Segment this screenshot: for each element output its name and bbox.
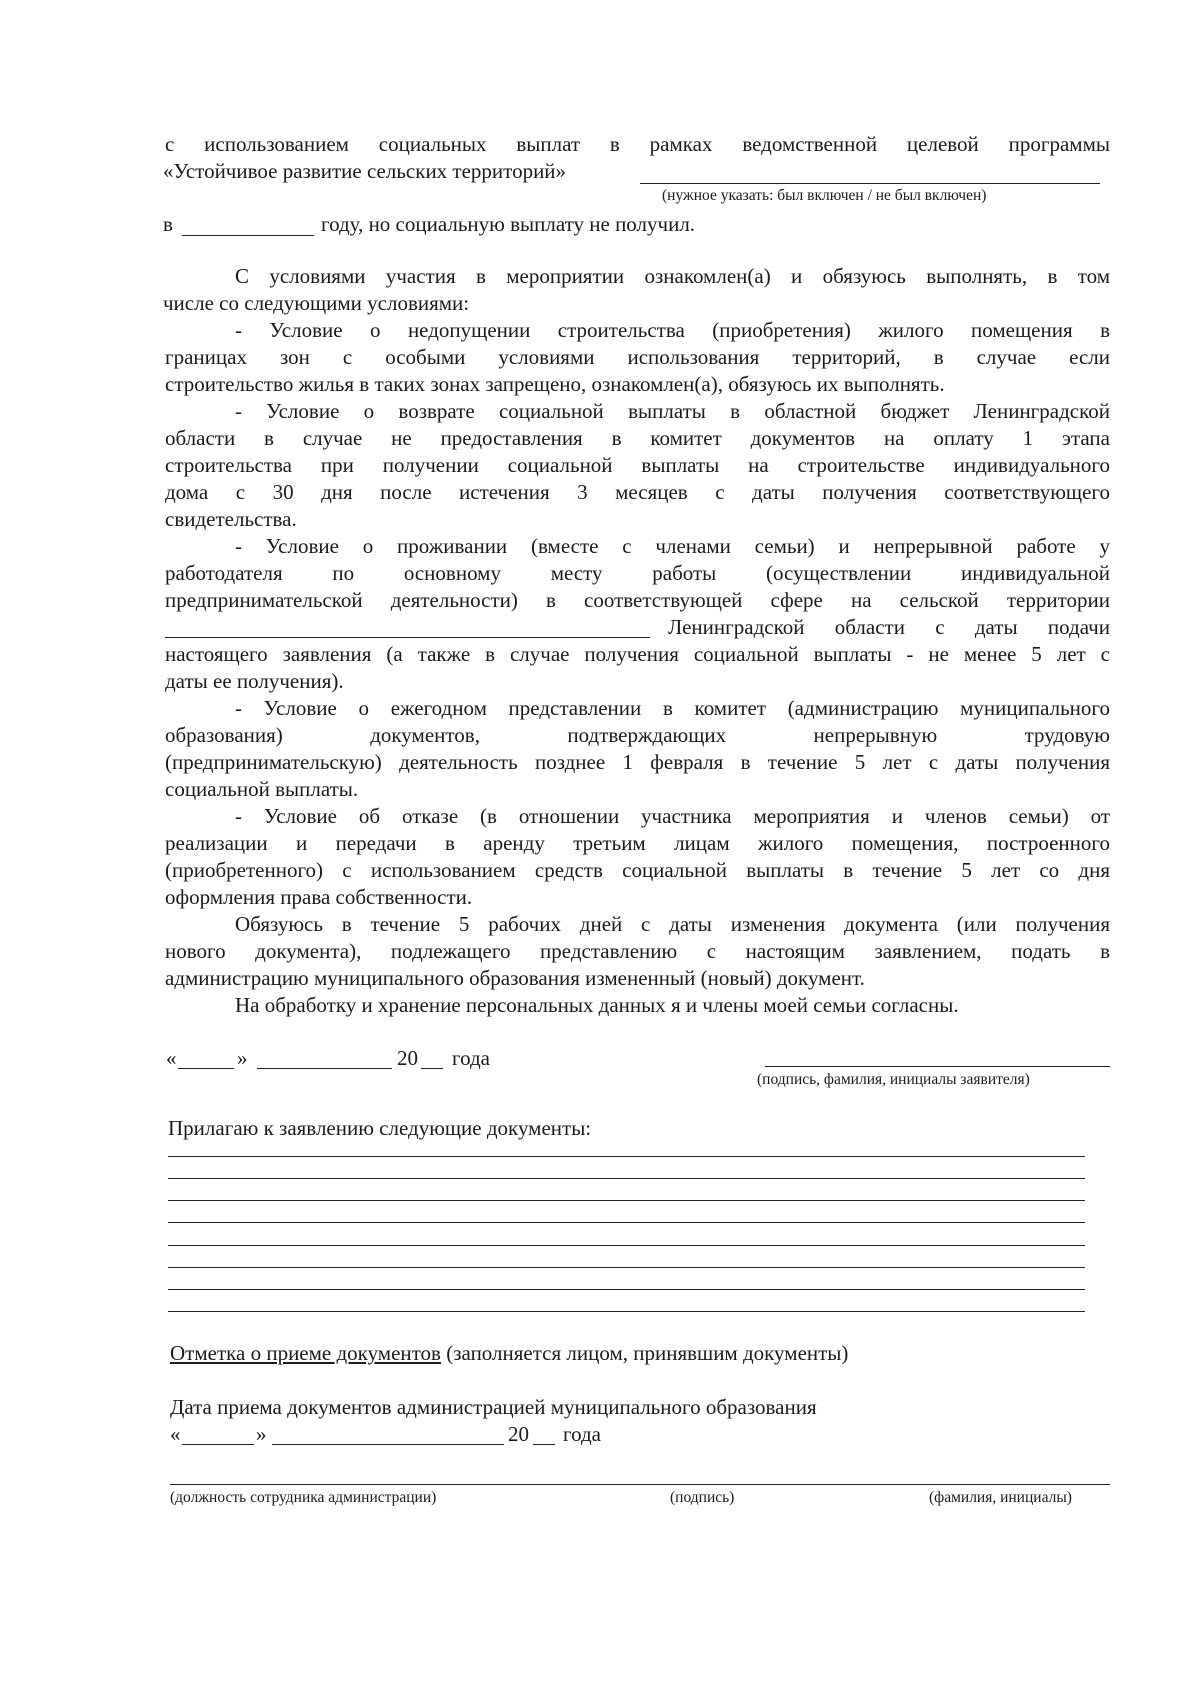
reception-title-note: (заполняется лицом, принявшим документы) bbox=[446, 1341, 849, 1365]
attachment-line-5[interactable] bbox=[168, 1245, 1085, 1246]
condition-4-line-4: социальной выплаты. bbox=[165, 777, 359, 801]
conditions-intro-1: С условиями участия в мероприятии ознакомлен(а) и обязуюсь выполнять, в том bbox=[235, 264, 1110, 288]
attachment-line-4[interactable] bbox=[168, 1222, 1085, 1223]
sign-year-suffix: года bbox=[452, 1046, 490, 1070]
conditions-intro-2: числе со следующими условиями: bbox=[163, 291, 470, 315]
reception-mark-line bbox=[170, 1340, 848, 1367]
territory-blank[interactable] bbox=[165, 637, 650, 638]
consent-line: На обработку и хранение персональных данных я и члены моей семьи согласны. bbox=[235, 993, 959, 1017]
condition-3-line-3: предпринимательской деятельности) в соответствующей сфере на сельской территории bbox=[165, 588, 1110, 612]
caption-position: (должность сотрудника администрации) bbox=[170, 1489, 437, 1506]
condition-5-line-2: реализации и передачи в аренду третьим лицам жилого помещения, построенного bbox=[165, 831, 1110, 855]
year-suffix: году, но социальную выплату не получил. bbox=[321, 212, 696, 236]
condition-2-line-2: области в случае не предоставления в комитет документов на оплату 1 этапа bbox=[165, 426, 1110, 450]
condition-3-line-2: работодателя по основному месту работы (осуществлении индивидуальной bbox=[165, 561, 1110, 585]
inclusion-hint: (нужное указать: был включен / не был включен) bbox=[662, 187, 987, 204]
condition-2-line-3: строительства при получении социальной выплаты на строительстве индивидуального bbox=[165, 453, 1110, 477]
condition-3-line-5: настоящего заявления (а также в случае получения социальной выплаты - не менее 5 лет с bbox=[165, 642, 1110, 666]
condition-5-line-1: - Условие об отказе (в отношении участника мероприятия и членов семьи) от bbox=[235, 804, 1110, 828]
condition-2-line-1: - Условие о возврате социальной выплаты в областной бюджет Ленинградской bbox=[235, 399, 1110, 423]
condition-1-line-1: - Условие о недопущении строительства (приобретения) жилого помещения в bbox=[235, 318, 1110, 342]
sign-day-blank[interactable] bbox=[178, 1068, 234, 1069]
sign-month-blank[interactable] bbox=[257, 1068, 392, 1069]
condition-4-line-2: образования) документов, подтверждающих непрерывную трудовую bbox=[165, 723, 1110, 747]
obligation-line-2: нового документа), подлежащего представлению с настоящим заявлением, подать в bbox=[165, 939, 1110, 963]
reception-month-blank[interactable] bbox=[272, 1444, 504, 1445]
attachment-line-1[interactable] bbox=[168, 1156, 1085, 1157]
caption-name: (фамилия, инициалы) bbox=[929, 1489, 1072, 1506]
year-prefix: в bbox=[163, 212, 173, 236]
year-blank[interactable] bbox=[182, 235, 314, 236]
condition-1-line-3: строительство жилья в таких зонах запрещено, ознакомлен(а), обязуюсь их выполнять. bbox=[165, 372, 945, 396]
condition-5-line-3: (приобретенного) с использованием средств социальной выплаты в течение 5 лет со дня bbox=[165, 858, 1110, 882]
sign-year-prefix: 20 bbox=[397, 1046, 418, 1070]
condition-2-line-4: дома с 30 дня после истечения 3 месяцев с даты получения соответствующего bbox=[165, 480, 1110, 504]
inclusion-blank[interactable] bbox=[640, 183, 1100, 184]
reception-year-suffix: года bbox=[563, 1422, 601, 1446]
caption-signature: (подпись) bbox=[670, 1489, 735, 1506]
attachment-line-6[interactable] bbox=[168, 1267, 1085, 1268]
reception-date-quote-open: « bbox=[170, 1422, 181, 1446]
program-line-1: с использованием социальных выплат в рамках ведомственной целевой программы bbox=[165, 132, 1110, 156]
condition-4-line-3: (предпринимательскую) деятельность позднее 1 февраля в течение 5 лет с даты получения bbox=[165, 750, 1110, 774]
applicant-signature-blank[interactable] bbox=[765, 1066, 1110, 1067]
sign-date-quote-close: » bbox=[237, 1046, 248, 1070]
reception-day-blank[interactable] bbox=[182, 1444, 254, 1445]
attachment-line-2[interactable] bbox=[168, 1178, 1085, 1179]
attachment-line-3[interactable] bbox=[168, 1200, 1085, 1201]
condition-3-line-1: - Условие о проживании (вместе с членами семьи) и непрерывной работе у bbox=[235, 534, 1110, 558]
obligation-line-1: Обязуюсь в течение 5 рабочих дней с даты изменения документа (или получения bbox=[235, 912, 1110, 936]
reception-signature-line[interactable] bbox=[170, 1484, 1110, 1485]
sign-date-quote-open: « bbox=[166, 1046, 177, 1070]
reception-title: Отметка о приеме документов bbox=[170, 1341, 441, 1365]
condition-1-line-2: границах зон с особыми условиями использования территорий, в случае если bbox=[165, 345, 1110, 369]
condition-4-line-1: - Условие о ежегодном представлении в комитет (администрацию муниципального bbox=[235, 696, 1110, 720]
attachment-line-7[interactable] bbox=[168, 1289, 1085, 1290]
reception-date-label: Дата приема документов администрацией муниципального образования bbox=[170, 1395, 817, 1419]
reception-year-prefix: 20 bbox=[508, 1422, 529, 1446]
condition-5-line-4: оформления права собственности. bbox=[165, 885, 473, 909]
applicant-signature-caption: (подпись, фамилия, инициалы заявителя) bbox=[757, 1071, 1030, 1088]
sign-year-blank[interactable] bbox=[421, 1068, 443, 1069]
attachment-line-8[interactable] bbox=[168, 1311, 1085, 1312]
reception-date-quote-close: » bbox=[256, 1422, 267, 1446]
reception-year-blank[interactable] bbox=[533, 1444, 555, 1445]
condition-3-line-4: Ленинградской области с даты подачи bbox=[668, 615, 1110, 639]
program-line-2: «Устойчивое развитие сельских территорий» bbox=[163, 159, 567, 183]
obligation-line-3: администрацию муниципального образования измененный (новый) документ. bbox=[165, 966, 865, 990]
condition-2-line-5: свидетельства. bbox=[165, 507, 297, 531]
attachments-label: Прилагаю к заявлению следующие документы: bbox=[168, 1116, 592, 1140]
condition-3-line-6: даты ее получения). bbox=[165, 669, 344, 693]
